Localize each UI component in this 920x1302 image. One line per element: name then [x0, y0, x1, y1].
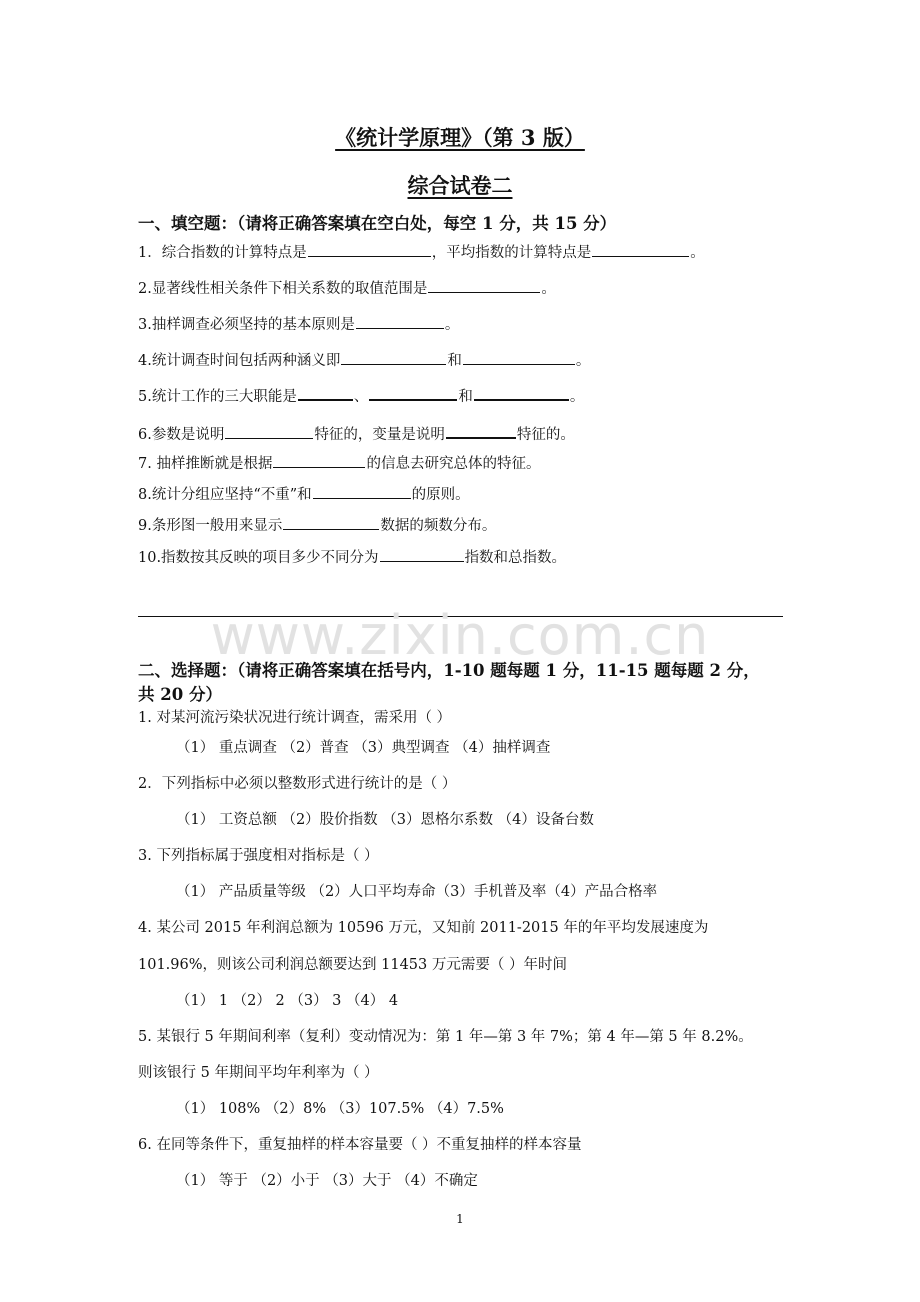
fill-question-10: 10.指数按其反映的项目多少不同分为 指数和总指数。 — [138, 546, 566, 567]
fill-question-8: 8.统计分组应坚持“不重”和 的原则。 — [138, 483, 470, 504]
choice-options-6: （1） 等于 （2）小于 （3）大于 （4）不确定 — [176, 1173, 478, 1189]
section2-heading-line1: 二、选择题：（请将正确答案填在括号内，1-10 题每题 1 分，11-15 题每题 2 分， — [138, 661, 760, 680]
answer-blank[interactable] — [283, 515, 379, 530]
fill-question-6: 6.参数是说明 特征的，变量是说明 特征的。 — [138, 423, 575, 444]
answer-blank[interactable] — [463, 350, 575, 365]
choice-question-2: 2．下列指标中必须以整数形式进行统计的是（ ） — [138, 776, 457, 792]
choice-options-5: （1） 108% （2）8% （3）107.5% （4）7.5% — [176, 1101, 504, 1117]
choice-question-5-line1: 5. 某银行 5 年期间利率（复利）变动情况为：第 1 年—第 3 年 7%；第 4 年—第 5 年 8.2%。 — [138, 1029, 753, 1045]
fill-question-7: 7. 抽样推断就是根据 的信息去研究总体的特征。 — [138, 452, 540, 473]
fill-question-3: 3.抽样调查必须坚持的基本原则是 。 — [138, 313, 459, 334]
choice-question-3: 3. 下列指标属于强度相对指标是（ ） — [138, 848, 379, 864]
answer-blank[interactable] — [369, 385, 457, 401]
exam-subtitle: 综合试卷二 — [407, 173, 513, 198]
answer-blank[interactable] — [474, 385, 569, 401]
answer-blank[interactable] — [356, 314, 444, 329]
answer-blank[interactable] — [380, 547, 464, 562]
choice-question-4-line2: 101.96%，则该公司利润总额要达到 11453 万元需要（ ）年时间 — [138, 957, 567, 973]
answer-blank[interactable] — [225, 424, 313, 439]
answer-blank[interactable] — [446, 423, 516, 439]
answer-blank[interactable] — [273, 453, 365, 468]
choice-question-1: 1. 对某河流污染状况进行统计调查，需采用（ ） — [138, 710, 452, 726]
answer-blank[interactable] — [308, 242, 431, 257]
choice-options-3: （1） 产品质量等级 （2）人口平均寿命（3）手机普及率（4）产品合格率 — [176, 884, 658, 900]
answer-blank[interactable] — [592, 242, 689, 257]
document-title: 《统计学原理》（第 3 版） — [335, 125, 585, 150]
choice-question-5-line2: 则该银行 5 年期间平均年利率为（ ） — [138, 1065, 379, 1081]
section2-heading-line2: 共 20 分） — [138, 685, 222, 704]
fill-question-5: 5.统计工作的三大职能是 、 和 。 — [138, 385, 584, 406]
choice-options-4: （1） 1 （2） 2 （3） 3 （4） 4 — [176, 993, 399, 1009]
answer-blank[interactable] — [313, 484, 411, 499]
fill-question-9: 9.条形图一般用来显示 数据的频数分布。 — [138, 514, 496, 535]
section1-heading: 一、填空题：（请将正确答案填在空白处，每空 1 分，共 15 分） — [138, 214, 617, 233]
fill-question-4: 4.统计调查时间包括两种涵义即 和 。 — [138, 349, 590, 370]
answer-blank[interactable] — [298, 385, 353, 401]
fill-question-2: 2.显著线性相关条件下相关系数的取值范围是 。 — [138, 277, 556, 298]
answer-blank[interactable] — [428, 278, 540, 293]
choice-options-1: （1） 重点调查 （2）普查 （3）典型调查 （4）抽样调查 — [176, 740, 551, 756]
answer-blank[interactable] — [341, 350, 446, 365]
choice-question-6: 6. 在同等条件下，重复抽样的样本容量要（ ）不重复抽样的样本容量 — [138, 1137, 582, 1153]
choice-options-2: （1） 工资总额 （2）股价指数 （3）恩格尔系数 （4）设备台数 — [176, 812, 594, 828]
page-number: 1 — [456, 1212, 464, 1226]
choice-question-4-line1: 4. 某公司 2015 年利润总额为 10596 万元，又知前 2011-2015 年的年平均发展速度为 — [138, 920, 709, 936]
watermark: www.zixin.com.cn — [210, 604, 710, 667]
fill-question-1: 1．综合指数的计算特点是 ，平均指数的计算特点是 。 — [138, 241, 705, 262]
